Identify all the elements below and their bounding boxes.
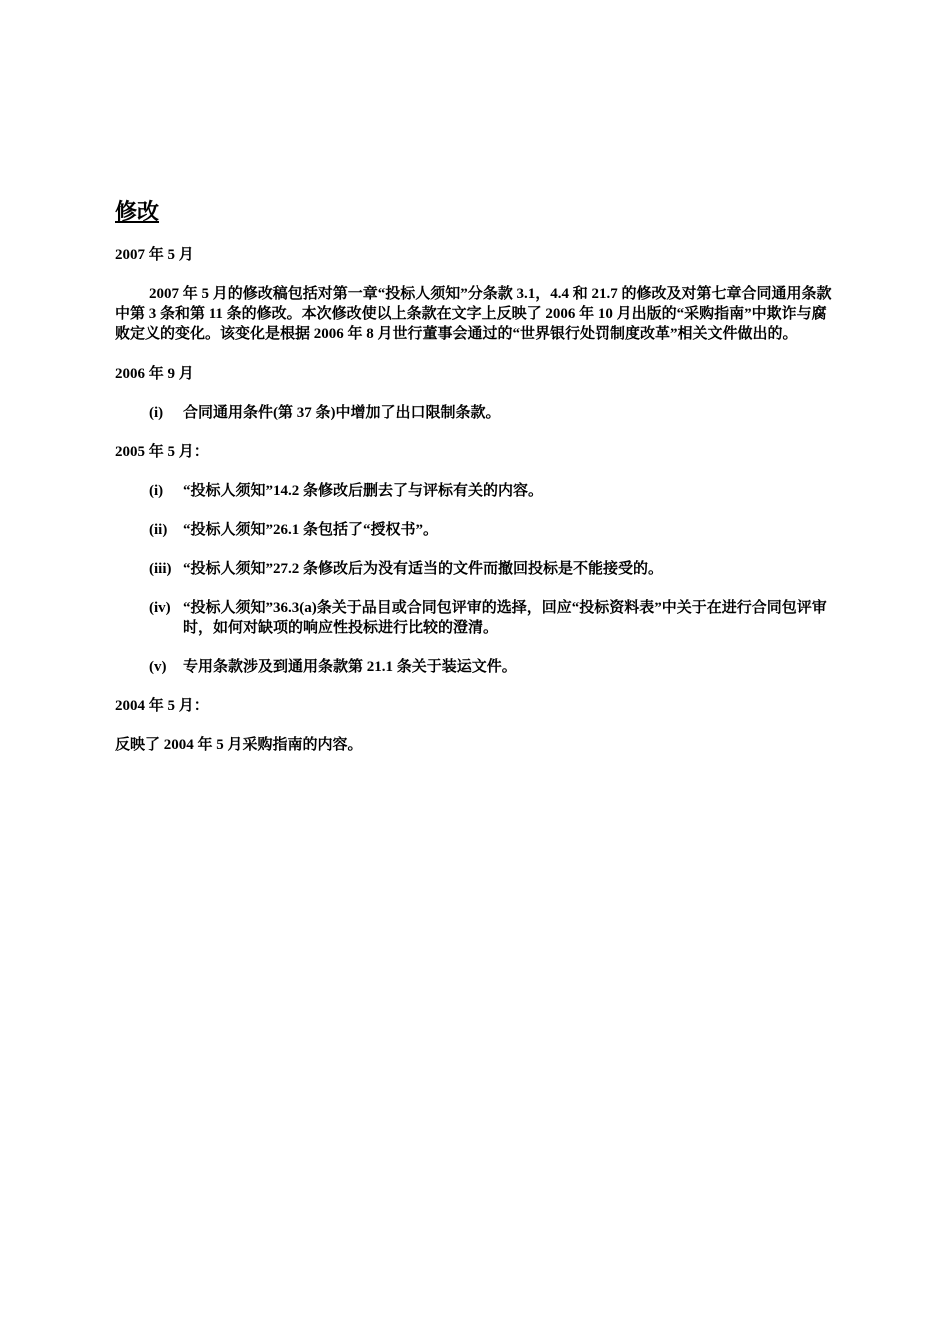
list-item (115, 520, 837, 540)
list-item (115, 403, 837, 423)
document-page (115, 197, 837, 755)
section-heading: 2005 年 5 月： (115, 444, 209, 460)
list-item-text: “投标人须知”36.3(a)条关于品目或合同包评审的选择，回应“投标资料表”中关于在进行合同包评审时，如何对缺项的响应性投标进行比较的澄清。 (183, 600, 827, 636)
list-item-text: “投标人须知”14.2 条修改后删去了与评标有关的内容。 (183, 483, 544, 499)
section-2006-09 (115, 364, 837, 423)
list-item-text: 专用条款涉及到通用条款第 21.1 条关于装运文件。 (183, 659, 517, 675)
section-heading: 2007 年 5 月 (115, 247, 194, 263)
list-marker: (iv) (149, 600, 171, 616)
section-paragraph: 反映了 2004 年 5 月采购指南的内容。 (115, 737, 363, 753)
revision-list (115, 481, 837, 677)
list-marker: (i) (149, 483, 164, 499)
section-heading: 2006 年 9 月 (115, 366, 194, 382)
list-marker: (v) (149, 659, 167, 675)
list-marker: (ii) (149, 522, 168, 538)
page-title: 修改 (115, 199, 160, 224)
list-item (115, 559, 837, 579)
section-heading: 2004 年 5 月： (115, 698, 209, 714)
list-item-text: “投标人须知”27.2 条修改后为没有适当的文件而撤回投标是不能接受的。 (183, 561, 664, 577)
section-2004-05 (115, 696, 837, 755)
list-item (115, 481, 837, 501)
section-2005-05 (115, 442, 837, 677)
list-item-text: 合同通用条件(第 37 条)中增加了出口限制条款。 (183, 405, 501, 421)
list-item (115, 657, 837, 677)
list-item-text: “投标人须知”26.1 条包括了“授权书”。 (183, 522, 439, 538)
section-paragraph: 2007 年 5 月的修改稿包括对第一章“投标人须知”分条款 3.1，4.4 和 21.7 的修改及对第七章合同通用条款中第 3 条和第 11 条的修改。本次修改使以上条款在文字上反映了 2006 年 10 月出版的“采购指南”中欺诈与腐败定义的变化。该变化是根据 2006 年 8 月世行董事会通过的“世界银行处罚制度改革”相关文件做出的。 (115, 286, 832, 342)
list-marker: (iii) (149, 561, 172, 577)
revision-list (115, 403, 837, 423)
list-item (115, 598, 837, 638)
list-marker: (i) (149, 405, 164, 421)
section-2007-05 (115, 245, 837, 344)
